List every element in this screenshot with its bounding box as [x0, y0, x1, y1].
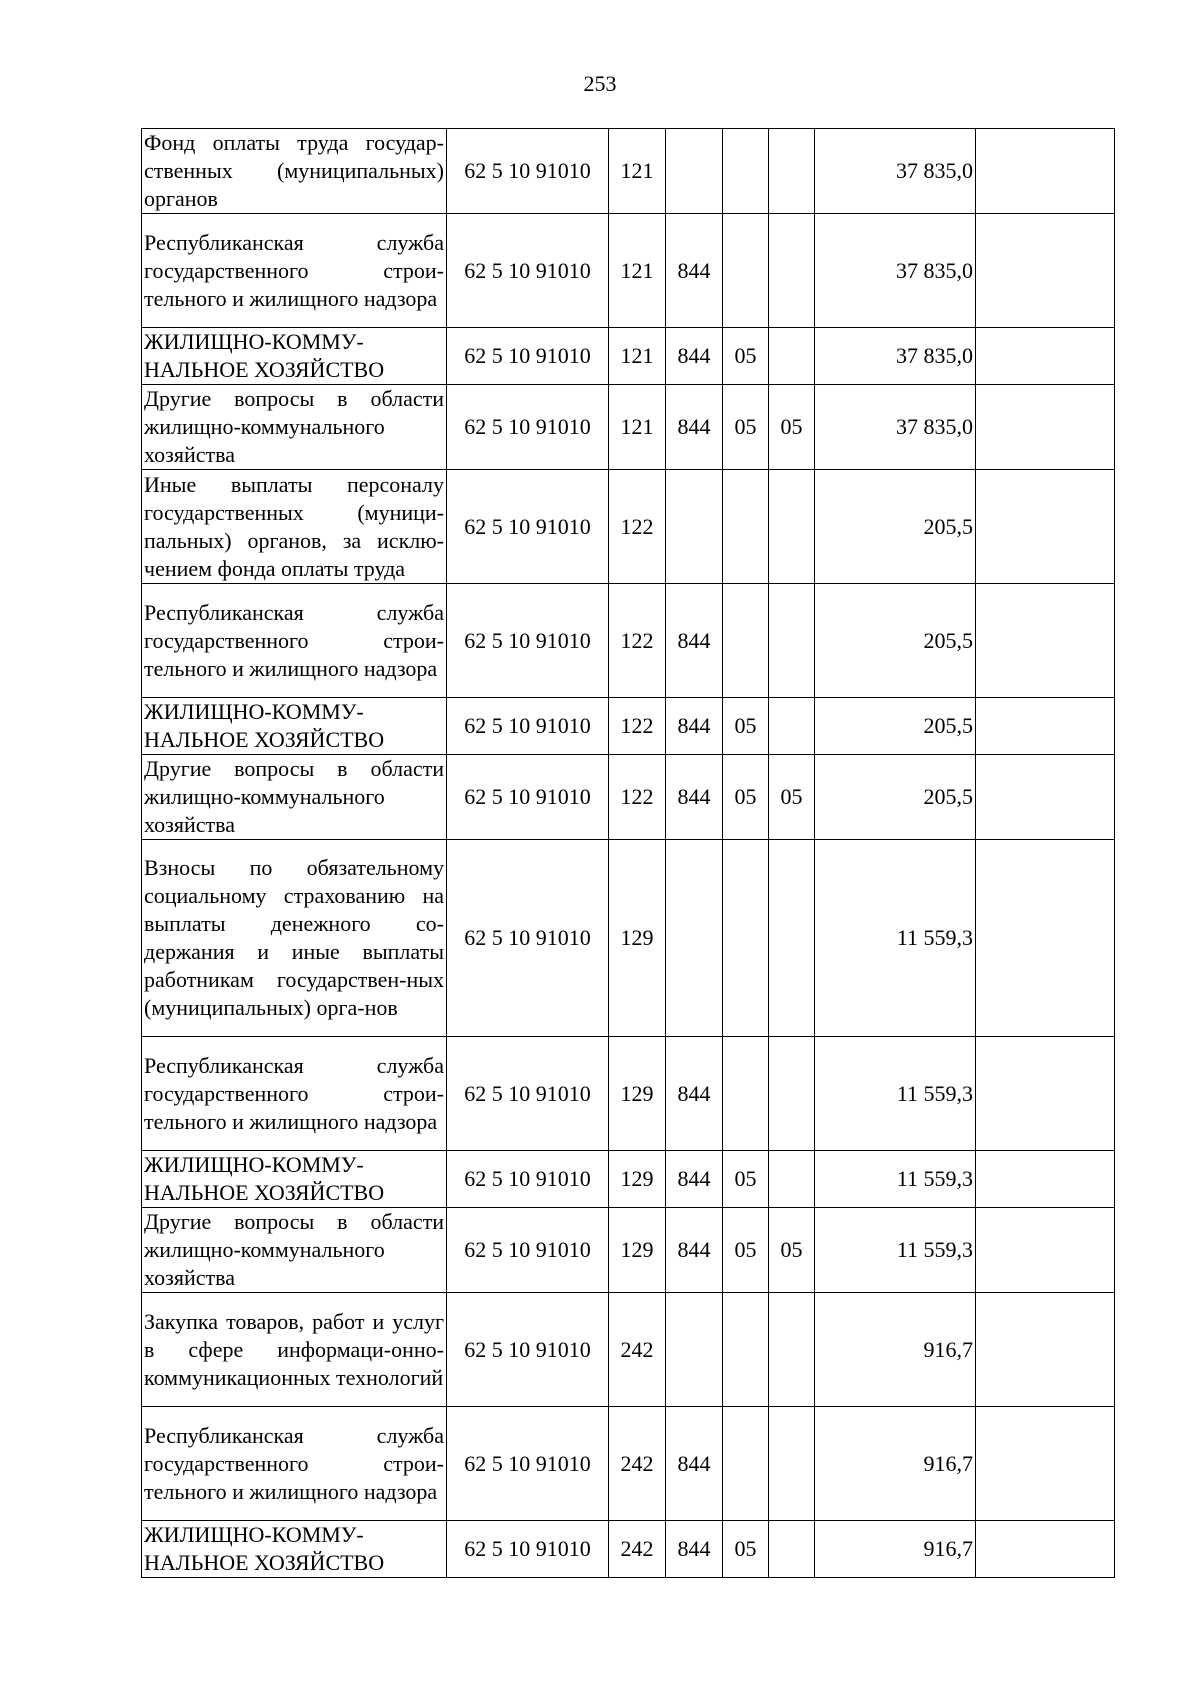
cell-department: 844	[666, 1407, 723, 1521]
cell-department	[666, 840, 723, 1037]
page-number: 253	[583, 71, 617, 96]
cell-target-code: 62 5 10 91010	[447, 1208, 609, 1293]
cell-expense-type: 242	[609, 1407, 666, 1521]
cell-subsection	[769, 1151, 815, 1208]
cell-target-code: 62 5 10 91010	[447, 470, 609, 584]
cell-subsection: 05	[769, 755, 815, 840]
cell-department: 844	[666, 698, 723, 755]
cell-name: Другие вопросы в области жилищно-коммунального хозяйства	[142, 1208, 447, 1293]
table-row	[142, 840, 1115, 1037]
cell-extra	[976, 840, 1115, 1037]
cell-section	[723, 584, 769, 698]
cell-extra	[976, 1037, 1115, 1151]
cell-target-code: 62 5 10 91010	[447, 1151, 609, 1208]
budget-table	[141, 128, 1115, 1578]
cell-expense-type: 129	[609, 1151, 666, 1208]
table-row	[142, 1151, 1115, 1208]
cell-expense-type: 129	[609, 1208, 666, 1293]
cell-department: 844	[666, 1521, 723, 1578]
cell-name: ЖИЛИЩНО-КОММУ-НАЛЬНОЕ ХОЗЯЙСТВО	[142, 1521, 447, 1578]
table-row	[142, 470, 1115, 584]
cell-expense-type: 121	[609, 328, 666, 385]
cell-expense-type: 242	[609, 1293, 666, 1407]
cell-department	[666, 470, 723, 584]
table-row	[142, 698, 1115, 755]
cell-extra	[976, 698, 1115, 755]
cell-section	[723, 129, 769, 214]
cell-extra	[976, 1407, 1115, 1521]
cell-subsection	[769, 698, 815, 755]
cell-expense-type: 122	[609, 470, 666, 584]
cell-section: 05	[723, 1151, 769, 1208]
cell-extra	[976, 1151, 1115, 1208]
table-row	[142, 214, 1115, 328]
cell-amount: 37 835,0	[815, 214, 976, 328]
cell-target-code: 62 5 10 91010	[447, 129, 609, 214]
cell-section	[723, 470, 769, 584]
cell-expense-type: 121	[609, 214, 666, 328]
cell-name: Другие вопросы в области жилищно-коммунального хозяйства	[142, 755, 447, 840]
cell-expense-type: 129	[609, 1037, 666, 1151]
cell-extra	[976, 1293, 1115, 1407]
cell-name: Республиканская служба государственного строи-тельного и жилищного надзора	[142, 214, 447, 328]
cell-amount: 205,5	[815, 698, 976, 755]
cell-department: 844	[666, 1151, 723, 1208]
cell-subsection	[769, 1521, 815, 1578]
cell-extra	[976, 1521, 1115, 1578]
cell-extra	[976, 328, 1115, 385]
cell-expense-type: 129	[609, 840, 666, 1037]
cell-extra	[976, 214, 1115, 328]
cell-name: Закупка товаров, работ и услуг в сфере информаци-онно-коммуникационных технологий	[142, 1293, 447, 1407]
cell-subsection	[769, 214, 815, 328]
cell-target-code: 62 5 10 91010	[447, 385, 609, 470]
cell-name: ЖИЛИЩНО-КОММУ-НАЛЬНОЕ ХОЗЯЙСТВО	[142, 1151, 447, 1208]
cell-name: Республиканская служба государственного строи-тельного и жилищного надзора	[142, 584, 447, 698]
cell-extra	[976, 755, 1115, 840]
cell-section	[723, 1037, 769, 1151]
cell-subsection	[769, 328, 815, 385]
cell-target-code: 62 5 10 91010	[447, 584, 609, 698]
cell-amount: 205,5	[815, 755, 976, 840]
cell-department: 844	[666, 214, 723, 328]
cell-department	[666, 129, 723, 214]
cell-target-code: 62 5 10 91010	[447, 1037, 609, 1151]
cell-department: 844	[666, 328, 723, 385]
table-row	[142, 1407, 1115, 1521]
cell-target-code: 62 5 10 91010	[447, 840, 609, 1037]
cell-name: Иные выплаты персоналу государственных (муници-пальных) органов, за исклю-чением фонда оплаты труда	[142, 470, 447, 584]
table-row	[142, 385, 1115, 470]
cell-extra	[976, 385, 1115, 470]
cell-extra	[976, 1208, 1115, 1293]
cell-amount: 916,7	[815, 1407, 976, 1521]
table-row	[142, 129, 1115, 214]
cell-expense-type: 122	[609, 584, 666, 698]
table-row	[142, 1293, 1115, 1407]
table-row	[142, 1208, 1115, 1293]
cell-target-code: 62 5 10 91010	[447, 1521, 609, 1578]
cell-target-code: 62 5 10 91010	[447, 214, 609, 328]
cell-subsection: 05	[769, 385, 815, 470]
cell-section: 05	[723, 698, 769, 755]
table-row	[142, 328, 1115, 385]
cell-section: 05	[723, 385, 769, 470]
cell-section: 05	[723, 755, 769, 840]
cell-section: 05	[723, 328, 769, 385]
cell-expense-type: 122	[609, 698, 666, 755]
cell-subsection	[769, 1407, 815, 1521]
cell-subsection	[769, 840, 815, 1037]
cell-amount: 37 835,0	[815, 129, 976, 214]
cell-section	[723, 1407, 769, 1521]
cell-department: 844	[666, 1208, 723, 1293]
cell-amount: 11 559,3	[815, 1208, 976, 1293]
cell-section: 05	[723, 1208, 769, 1293]
cell-target-code: 62 5 10 91010	[447, 698, 609, 755]
table-row	[142, 755, 1115, 840]
cell-department: 844	[666, 385, 723, 470]
cell-expense-type: 242	[609, 1521, 666, 1578]
cell-department	[666, 1293, 723, 1407]
cell-department: 844	[666, 584, 723, 698]
cell-department: 844	[666, 755, 723, 840]
table-row	[142, 584, 1115, 698]
cell-subsection	[769, 1037, 815, 1151]
cell-name: ЖИЛИЩНО-КОММУ-НАЛЬНОЕ ХОЗЯЙСТВО	[142, 328, 447, 385]
cell-extra	[976, 470, 1115, 584]
cell-amount: 916,7	[815, 1293, 976, 1407]
cell-name: Фонд оплаты труда государ-ственных (муниципальных) органов	[142, 129, 447, 214]
cell-expense-type: 122	[609, 755, 666, 840]
cell-subsection	[769, 584, 815, 698]
cell-amount: 205,5	[815, 584, 976, 698]
cell-target-code: 62 5 10 91010	[447, 755, 609, 840]
cell-target-code: 62 5 10 91010	[447, 328, 609, 385]
cell-department: 844	[666, 1037, 723, 1151]
cell-amount: 37 835,0	[815, 385, 976, 470]
cell-section	[723, 214, 769, 328]
cell-expense-type: 121	[609, 385, 666, 470]
cell-subsection	[769, 470, 815, 584]
cell-subsection	[769, 1293, 815, 1407]
cell-expense-type: 121	[609, 129, 666, 214]
cell-name: Взносы по обязательному социальному страхованию на выплаты денежного со-держания и иные выплаты работникам государствен-ных (муниципальных) орга-нов	[142, 840, 447, 1037]
table-row	[142, 1037, 1115, 1151]
cell-section	[723, 840, 769, 1037]
cell-amount: 11 559,3	[815, 1151, 976, 1208]
cell-subsection: 05	[769, 1208, 815, 1293]
table-row	[142, 1521, 1115, 1578]
table-body	[142, 129, 1115, 1578]
cell-extra	[976, 129, 1115, 214]
cell-amount: 205,5	[815, 470, 976, 584]
cell-amount: 11 559,3	[815, 840, 976, 1037]
cell-section: 05	[723, 1521, 769, 1578]
cell-amount: 37 835,0	[815, 328, 976, 385]
cell-name: Республиканская служба государственного строи-тельного и жилищного надзора	[142, 1037, 447, 1151]
cell-amount: 11 559,3	[815, 1037, 976, 1151]
cell-section	[723, 1293, 769, 1407]
cell-name: Республиканская служба государственного строи-тельного и жилищного надзора	[142, 1407, 447, 1521]
cell-name: Другие вопросы в области жилищно-коммунального хозяйства	[142, 385, 447, 470]
cell-amount: 916,7	[815, 1521, 976, 1578]
cell-extra	[976, 584, 1115, 698]
cell-subsection	[769, 129, 815, 214]
cell-target-code: 62 5 10 91010	[447, 1293, 609, 1407]
cell-target-code: 62 5 10 91010	[447, 1407, 609, 1521]
cell-name: ЖИЛИЩНО-КОММУ-НАЛЬНОЕ ХОЗЯЙСТВО	[142, 698, 447, 755]
